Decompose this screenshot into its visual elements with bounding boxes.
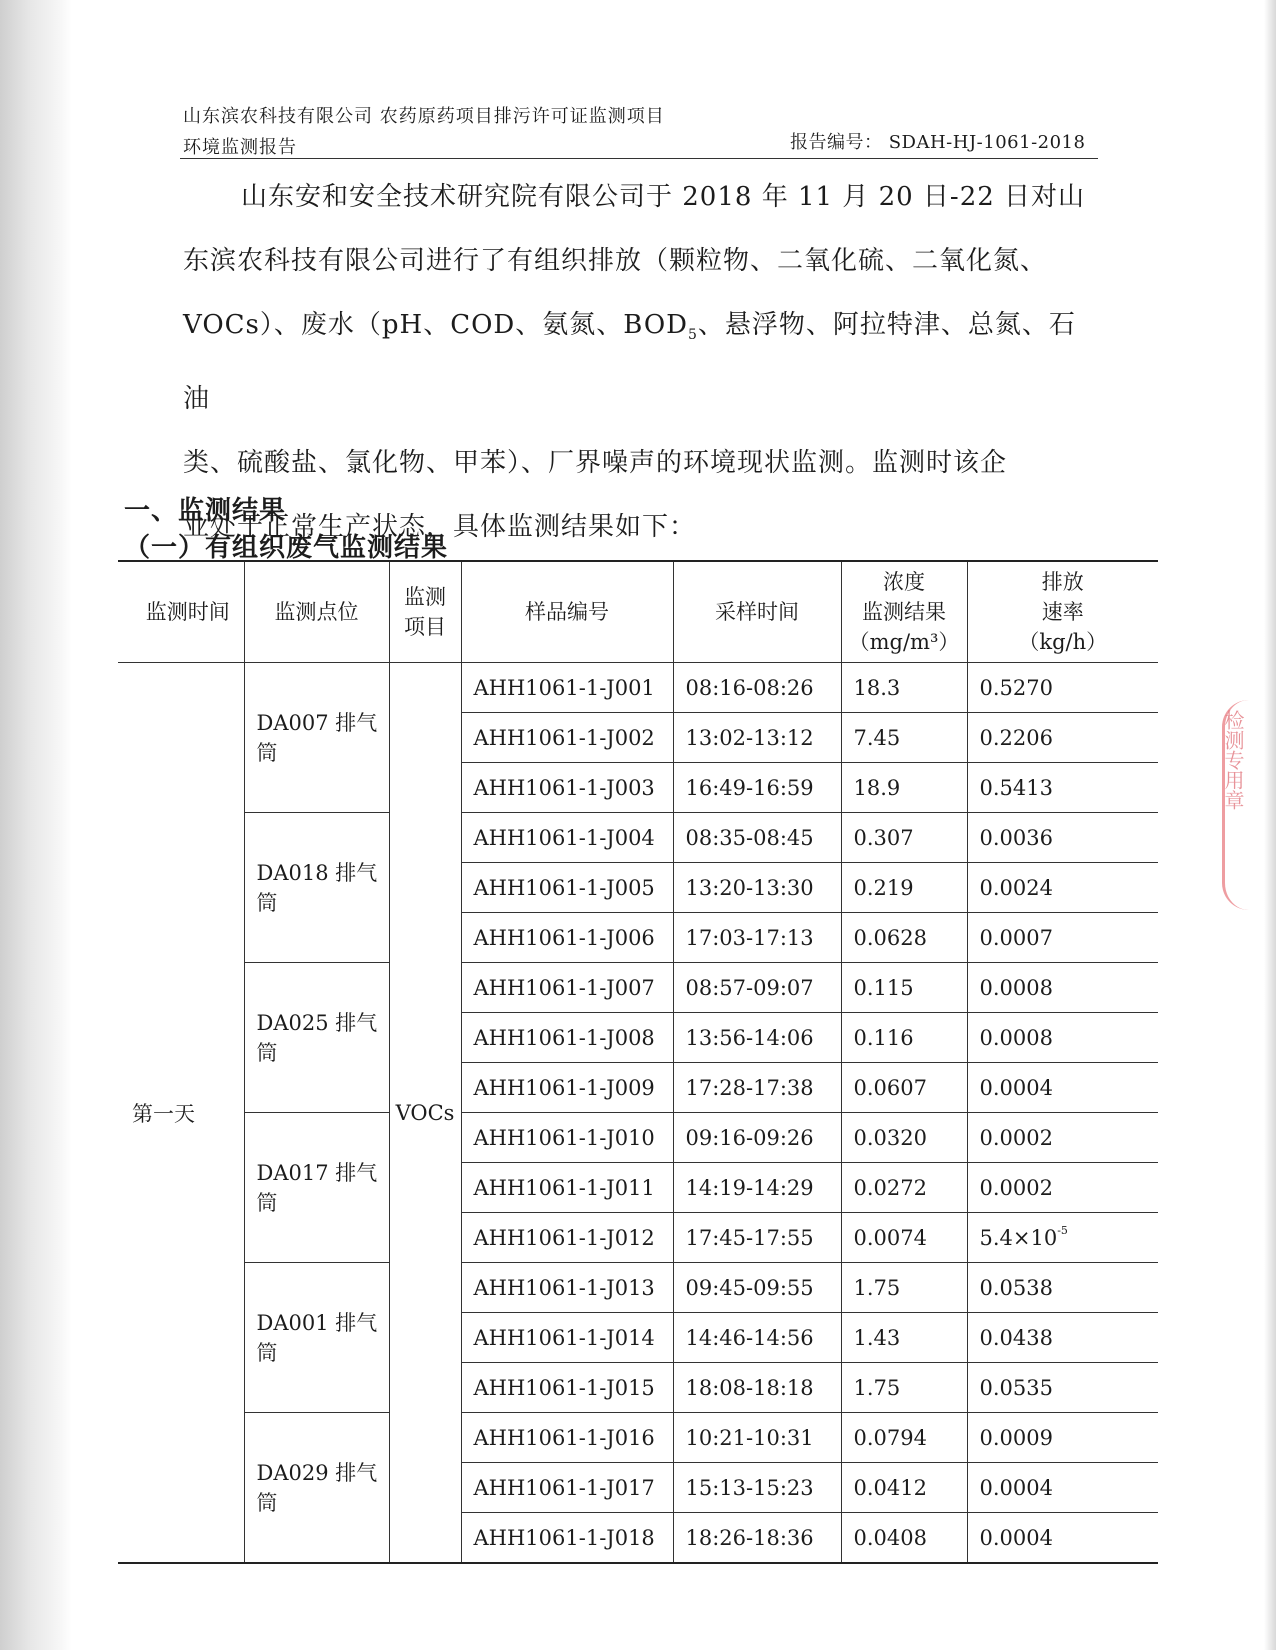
header-report-type: 环境监测报告 [183, 137, 297, 158]
sampling-period: 17:45-17:55 [673, 1213, 841, 1263]
emission-rate: 0.0002 [967, 1113, 1158, 1163]
sample-id: AHH1061-1-J003 [461, 763, 673, 813]
emission-rate: 0.0008 [967, 1013, 1158, 1063]
concentration: 0.115 [841, 963, 967, 1013]
section-heading-organized-exhaust: （一）有组织废气监测结果 [124, 533, 449, 563]
header-emission-rate: 排放 速率 （kg/h） [967, 561, 1158, 663]
sampling-period: 13:56-14:06 [673, 1013, 841, 1063]
concentration: 0.0607 [841, 1063, 967, 1113]
sample-id: AHH1061-1-J014 [461, 1313, 673, 1363]
table-row [118, 963, 1158, 1013]
intro-line-2: 东滨农科技有限公司进行了有组织排放（颗粒物、二氧化硫、二氧化氮、 [183, 246, 1048, 276]
intro-paragraph [183, 165, 1095, 559]
table-row [118, 1413, 1158, 1463]
concentration: 0.0074 [841, 1213, 967, 1263]
emission-rate: 0.0535 [967, 1363, 1158, 1413]
sample-id: AHH1061-1-J011 [461, 1163, 673, 1213]
concentration: 0.0628 [841, 913, 967, 963]
results-table-container [118, 560, 1158, 1564]
concentration: 1.75 [841, 1263, 967, 1313]
concentration: 1.43 [841, 1313, 967, 1363]
sample-id: AHH1061-1-J017 [461, 1463, 673, 1513]
section-heading-results: 一、监测结果 [124, 496, 287, 526]
sampling-period: 14:19-14:29 [673, 1163, 841, 1213]
emission-rate: 0.0007 [967, 913, 1158, 963]
sampling-period: 13:02-13:12 [673, 713, 841, 763]
emission-rate: 0.0009 [967, 1413, 1158, 1463]
emission-rate: 0.0024 [967, 863, 1158, 913]
scan-right-edge [1264, 0, 1276, 1650]
table-row [118, 1263, 1158, 1313]
sample-id: AHH1061-1-J009 [461, 1063, 673, 1113]
header-concentration: 浓度 监测结果 （mg/m³） [841, 561, 967, 663]
sample-id: AHH1061-1-J008 [461, 1013, 673, 1063]
emission-rate: 0.0004 [967, 1513, 1158, 1564]
header-company-project: 山东滨农科技有限公司 农药原药项目排污许可证监测项目 [183, 106, 665, 127]
emission-rate: 0.0002 [967, 1163, 1158, 1213]
concentration: 0.219 [841, 863, 967, 913]
emission-rate: 0.0538 [967, 1263, 1158, 1313]
concentration: 0.0408 [841, 1513, 967, 1564]
table-row [118, 663, 1158, 713]
sampling-period: 17:03-17:13 [673, 913, 841, 963]
emission-rate: $5.4\times 10^{-5}$ [967, 1213, 1158, 1263]
sampling-period: 14:46-14:56 [673, 1313, 841, 1363]
sampling-period: 13:20-13:30 [673, 863, 841, 913]
point-da018: DA018 排气 筒 [244, 813, 389, 963]
sampling-period: 10:21-10:31 [673, 1413, 841, 1463]
point-da001: DA001 排气 筒 [244, 1263, 389, 1413]
scan-left-margin-shadow [0, 0, 72, 1650]
item-vocs: VOCs [389, 663, 461, 1564]
sample-id: AHH1061-1-J005 [461, 863, 673, 913]
sampling-period: 08:16-08:26 [673, 663, 841, 713]
table-row [118, 1113, 1158, 1163]
emission-rate: 0.0036 [967, 813, 1158, 863]
concentration: 7.45 [841, 713, 967, 763]
concentration: 0.0412 [841, 1463, 967, 1513]
sampling-period: 15:13-15:23 [673, 1463, 841, 1513]
header-sampling-time: 采样时间 [673, 561, 841, 663]
sampling-period: 09:16-09:26 [673, 1113, 841, 1163]
point-da007: DA007 排气 筒 [244, 663, 389, 813]
results-table [118, 560, 1158, 1564]
header-sample-id: 样品编号 [461, 561, 673, 663]
sample-id: AHH1061-1-J002 [461, 713, 673, 763]
concentration: 18.3 [841, 663, 967, 713]
point-da017: DA017 排气 筒 [244, 1113, 389, 1263]
emission-rate: 0.0004 [967, 1063, 1158, 1113]
sample-id: AHH1061-1-J010 [461, 1113, 673, 1163]
sample-id: AHH1061-1-J001 [461, 663, 673, 713]
sample-id: AHH1061-1-J015 [461, 1363, 673, 1413]
sampling-period: 16:49-16:59 [673, 763, 841, 813]
sample-id: AHH1061-1-J018 [461, 1513, 673, 1564]
sampling-period: 17:28-17:38 [673, 1063, 841, 1113]
concentration: 0.0272 [841, 1163, 967, 1213]
concentration: 18.9 [841, 763, 967, 813]
header-monitor-item: 监测 项目 [389, 561, 461, 663]
emission-rate: 0.0008 [967, 963, 1158, 1013]
emission-rate: 0.5413 [967, 763, 1158, 813]
sampling-period: 18:26-18:36 [673, 1513, 841, 1564]
header-divider [180, 158, 1098, 159]
table-row [118, 813, 1158, 863]
sample-id: AHH1061-1-J007 [461, 963, 673, 1013]
intro-line-5: 业处于正常生产状态，具体监测结果如下： [183, 512, 697, 543]
emission-rate: 0.2206 [967, 713, 1158, 763]
report-number: 报告编号： SDAH-HJ-1061-2018 [790, 132, 1086, 153]
sampling-period: 09:45-09:55 [673, 1263, 841, 1313]
intro-line-4: 类、硫酸盐、氯化物、甲苯）、厂界噪声的环境现状监测。监测时该企 [183, 448, 1008, 479]
point-da029: DA029 排气 筒 [244, 1413, 389, 1564]
intro-line-1: 山东安和安全技术研究院有限公司于 2018 年 11 月 20 日-22 日对山 [241, 182, 1086, 212]
point-da025: DA025 排气 筒 [244, 963, 389, 1113]
emission-rate: 0.5270 [967, 663, 1158, 713]
sample-id: AHH1061-1-J012 [461, 1213, 673, 1263]
sampling-period: 08:35-08:45 [673, 813, 841, 863]
table-header-row [118, 561, 1158, 663]
intro-line-3: VOCs）、废水（pH、COD、氨氮、$BOD_5$、悬浮物、阿拉特津、总氮、石油 [183, 310, 1076, 415]
red-seal-stamp-text: 检测专用章 [1221, 710, 1245, 810]
concentration: 0.0794 [841, 1413, 967, 1463]
sample-id: AHH1061-1-J006 [461, 913, 673, 963]
concentration: 0.0320 [841, 1113, 967, 1163]
emission-rate: 0.0438 [967, 1313, 1158, 1363]
concentration: 1.75 [841, 1363, 967, 1413]
sample-id: AHH1061-1-J004 [461, 813, 673, 863]
concentration: 0.307 [841, 813, 967, 863]
sample-id: AHH1061-1-J013 [461, 1263, 673, 1313]
header-monitor-point: 监测点位 [244, 561, 389, 663]
header-monitor-time: 监测时间 [118, 561, 244, 663]
sampling-period: 18:08-18:18 [673, 1363, 841, 1413]
sample-id: AHH1061-1-J016 [461, 1413, 673, 1463]
emission-rate: 0.0004 [967, 1463, 1158, 1513]
sampling-period: 08:57-09:07 [673, 963, 841, 1013]
concentration: 0.116 [841, 1013, 967, 1063]
day-cell: 第一天 [118, 663, 244, 1564]
